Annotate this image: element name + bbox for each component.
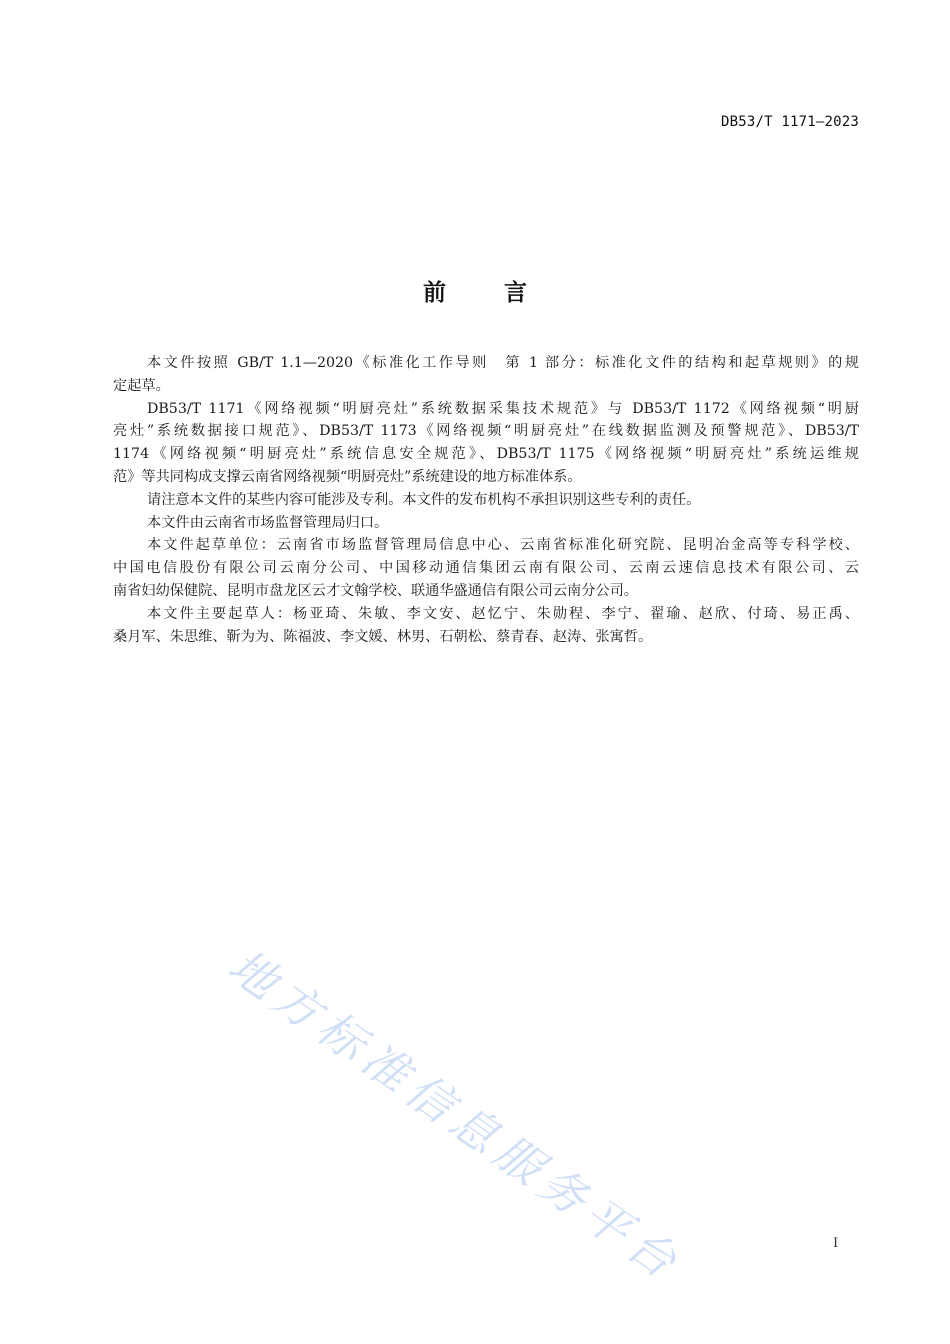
paragraph-line: 1174《网络视频“明厨亮灶”系统信息安全规范》、DB53/T 1175《网络视频“明厨亮灶”系统运维规: [113, 446, 859, 463]
paragraph-line: 本文件主要起草人：杨亚琦、朱敏、李文安、赵忆宁、朱勋程、李宁、翟瑜、赵欣、付琦、易正禹、: [147, 605, 859, 622]
page-title: [0, 274, 950, 307]
title-char-2: 言: [504, 280, 527, 306]
watermark: 地方标准信息服务平台: [218, 938, 693, 1293]
paragraph-line: 亮灶”系统数据接口规范》、DB53/T 1173《网络视频“明厨亮灶”在线数据监测及预警规范》、DB53/T: [113, 423, 859, 440]
paragraph-line: 中国电信股份有限公司云南分公司、中国移动通信集团云南有限公司、云南云速信息技术有限公司、云: [113, 560, 859, 577]
paragraph-line: 本文件由云南省市场监督管理局归口。: [147, 514, 389, 531]
paragraph-line: 本文件按照 GB/T 1.1—2020《标准化工作导则 第 1 部分：标准化文件的结构和起草规则》的规: [147, 355, 859, 371]
paragraph-line: DB53/T 1171《网络视频“明厨亮灶”系统数据采集技术规范》与 DB53/T 1172《网络视频“明厨: [147, 400, 859, 417]
page-number: I: [833, 1236, 839, 1251]
paragraph-line: 桑月军、朱思维、靳为为、陈福波、李文媛、林男、石朝松、蔡青春、赵涛、张寓哲。: [113, 628, 653, 645]
paragraph-line: 范》等共同构成支撑云南省网络视频“明厨亮灶”系统建设的地方标准体系。: [113, 468, 582, 485]
paragraph-line: 请注意本文件的某些内容可能涉及专利。本文件的发布机构不承担识别这些专利的责任。: [147, 491, 701, 508]
foreword-body: [113, 352, 859, 648]
paragraph-line: 本文件起草单位：云南省市场监督管理局信息中心、云南省标准化研究院、昆明冶金高等专科学校、: [147, 537, 859, 554]
title-char-1: 前: [423, 280, 446, 306]
paragraph-line: 定起草。: [113, 377, 170, 394]
paragraph-line: 南省妇幼保健院、昆明市盘龙区云才文翰学校、联通华盛通信有限公司云南分公司。: [113, 582, 638, 599]
standard-code: DB53/T 1171—2023: [720, 114, 859, 130]
